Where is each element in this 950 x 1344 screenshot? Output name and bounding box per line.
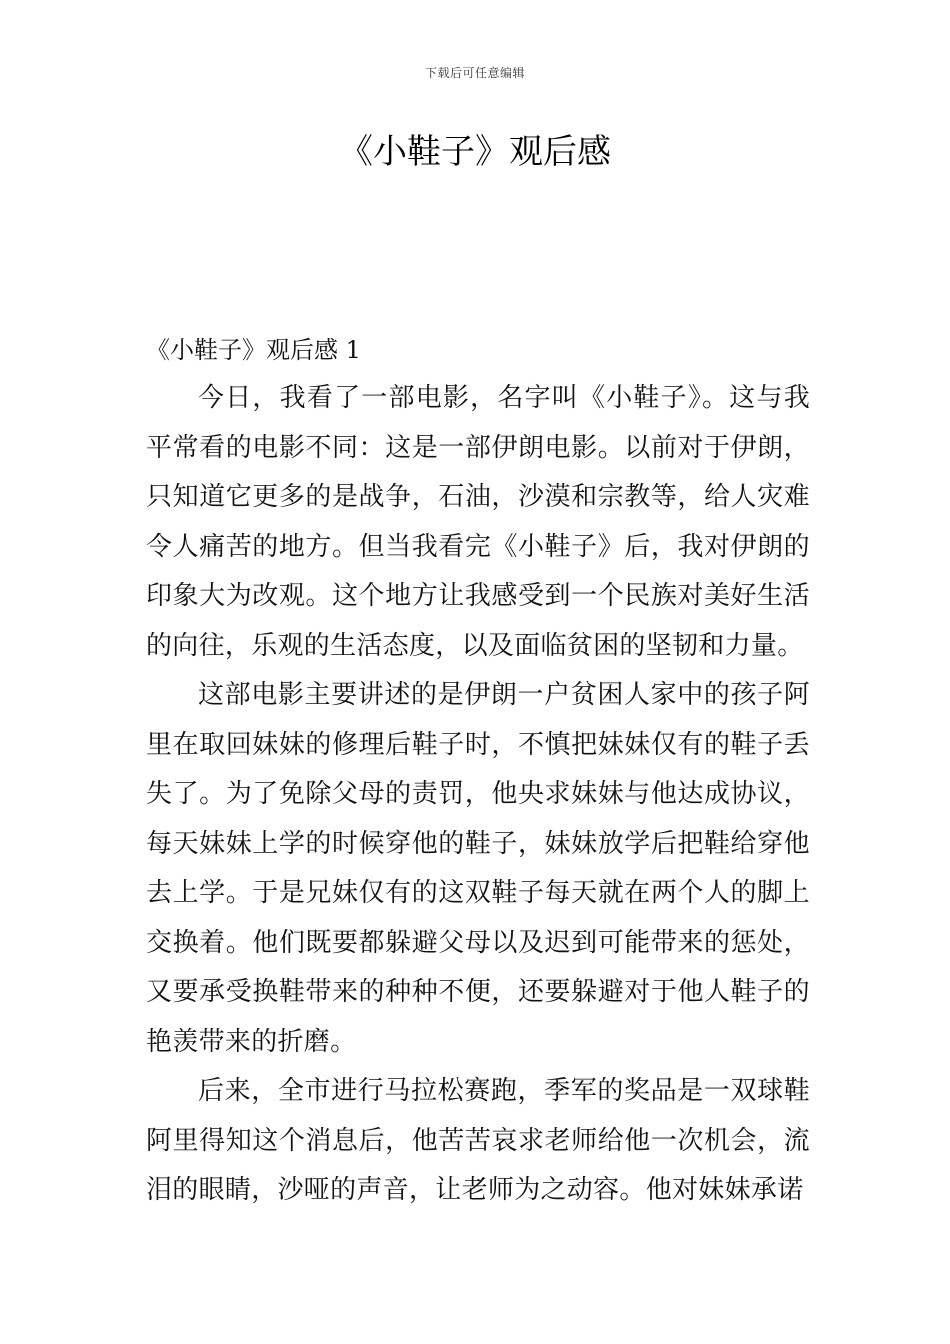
document-title: 《小鞋子》观后感 (339, 132, 611, 172)
section-heading: 《小鞋子》观后感 1 (146, 336, 361, 364)
paragraph-3: 后来，全市进行马拉松赛跑，季军的奖品是一双球鞋阿里得知这个消息后，他苦苦哀求老师给他一次机会，流泪的眼睛，沙哑的声音，让老师为之动容。他对妹妹承诺 (146, 1076, 810, 1205)
header-note: 下载后可任意编辑 (424, 66, 525, 80)
paragraph-2: 这部电影主要讲述的是伊朗一户贫困人家中的孩子阿里在取回妹妹的修理后鞋子时，不慎把妹妹仅有的鞋子丢失了。为了免除父母的责罚，他央求妹妹与他达成协议，每天妹妹上学的时候穿他的鞋子，妹妹放学后把鞋给穿他去上学。于是兄妹仅有的这双鞋子每天就在两个人的脚上交换着。他们既要都躲避父母以及迟到可能带来的惩处，又要承受换鞋带来的种种不便，还要躲避对于他人鞋子的艳羡带来的折磨。 (146, 680, 810, 1057)
document-body (146, 330, 810, 1216)
paragraph-1: 今日，我看了一部电影，名字叫《小鞋子》。这与我平常看的电影不同：这是一部伊朗电影。以前对于伊朗，只知道它更多的是战争，石油，沙漠和宗教等，给人灾难令人痛苦的地方。但当我看完《小鞋子》后，我对伊朗的印象大为改观。这个地方让我感受到一个民族对美好生活的向往，乐观的生活态度，以及面临贫困的坚韧和力量。 (146, 383, 810, 661)
